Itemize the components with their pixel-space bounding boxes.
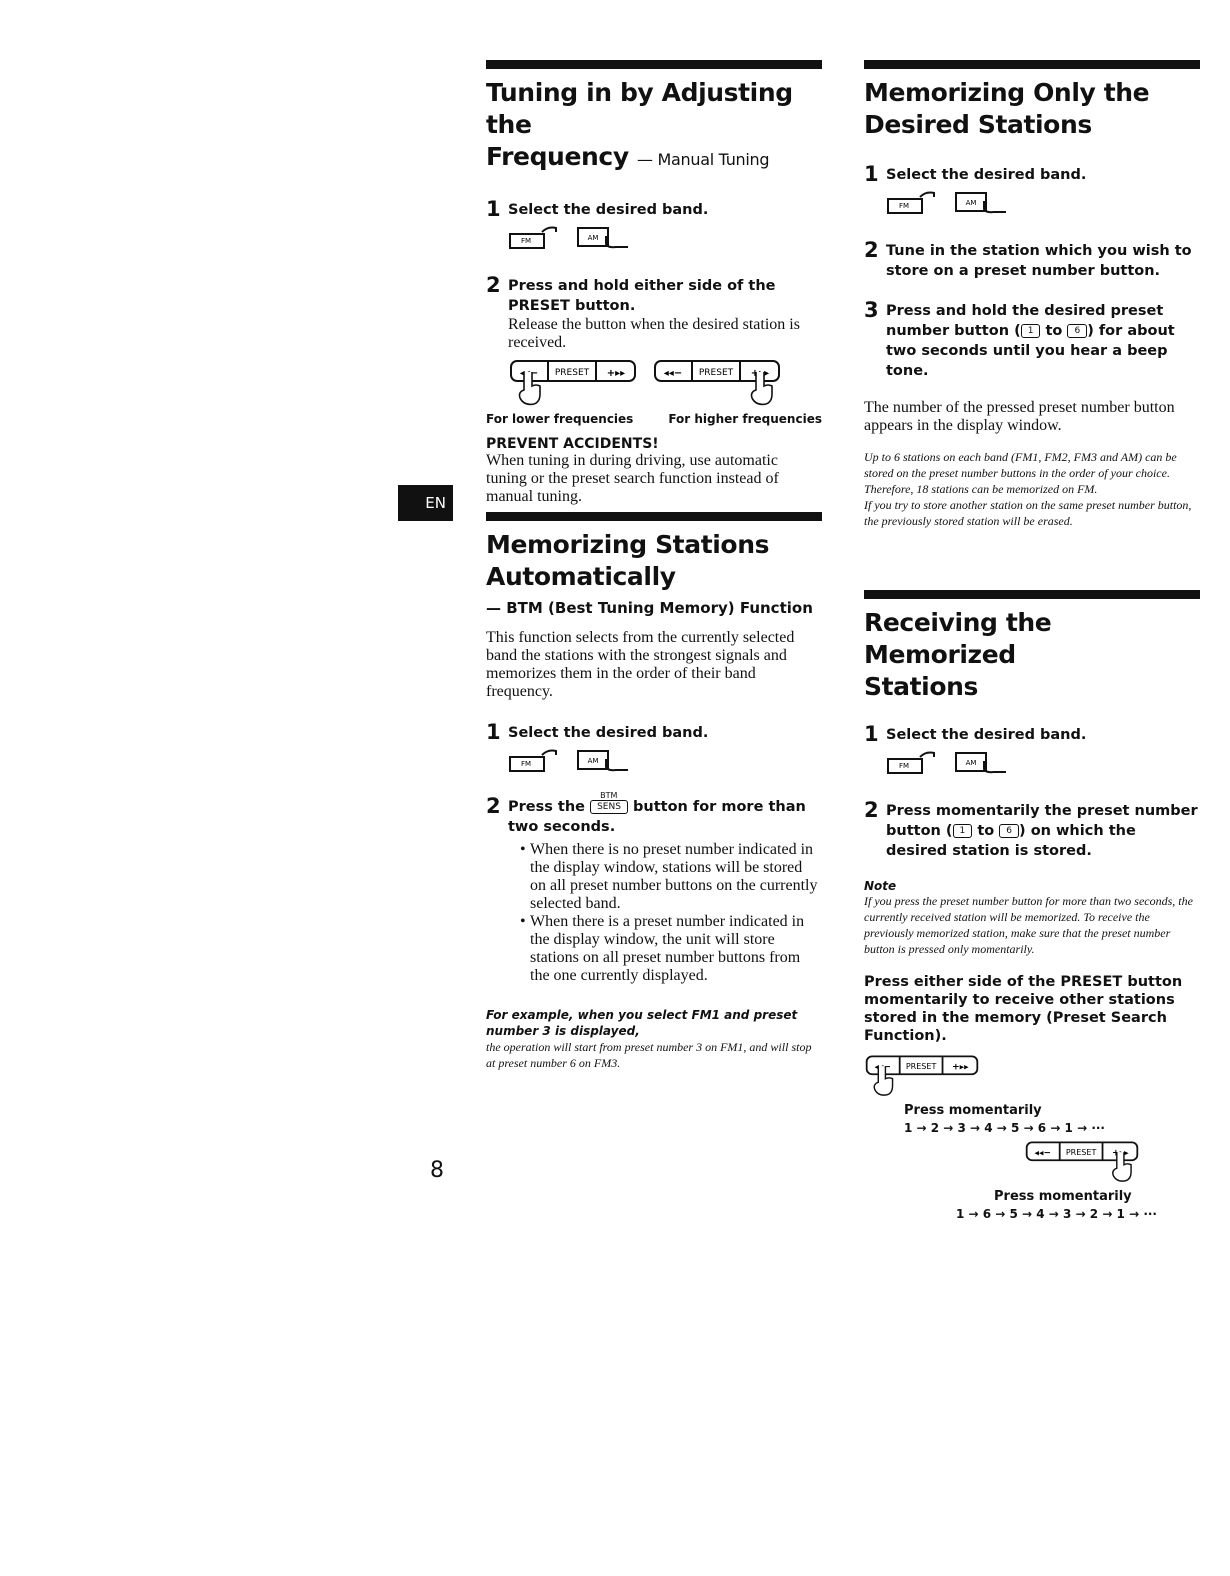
section-subtitle: — BTM (Best Tuning Memory) Function <box>486 599 813 617</box>
italic-note: If you try to store another station on the same preset number button, the previously stored station will be erased. <box>864 498 1192 528</box>
bullet-item: • When there is no preset number indicated in the display window, stations will be stored on all preset number buttons on the currently selected band. <box>520 841 822 913</box>
step-number: 1 <box>486 197 501 221</box>
title-line-1: Tuning in by Adjusting the <box>486 78 793 139</box>
btm-label: BTM <box>600 791 618 800</box>
step-text: Press and hold the desired preset number button ( 1 to 6 ) for about two seconds until you hear a beep tone. <box>886 303 1175 379</box>
step-1 <box>486 197 822 250</box>
step-2 <box>486 273 822 408</box>
step-3 <box>864 298 1200 381</box>
preset-left-press-icon <box>864 1053 980 1099</box>
frequency-captions <box>486 412 822 426</box>
title-line-2: Automatically <box>486 562 676 591</box>
section-title <box>864 77 1200 141</box>
band-buttons-icon <box>886 189 1200 215</box>
warning-body: When tuning in during driving, use automatic tuning or the preset search function instead of manual tuning. <box>486 452 779 505</box>
title-line-1: Memorizing Stations <box>486 530 770 559</box>
step-1 <box>864 722 1200 775</box>
right-column <box>864 60 1200 1221</box>
example-heading: For example, when you select FM1 and preset number 3 is displayed, <box>486 1008 798 1038</box>
lower-caption: For lower frequencies <box>486 412 634 426</box>
higher-caption: For higher frequencies <box>668 412 822 426</box>
step-number: 1 <box>864 722 879 746</box>
warning-title: PREVENT ACCIDENTS! <box>486 436 659 452</box>
sens-label: SENS <box>590 800 628 814</box>
sens-btm-button-icon <box>590 791 628 817</box>
example-body: the operation will start from preset number 3 on FM1, and will stop at preset number 6 on FM3. <box>486 1040 812 1070</box>
step-1 <box>486 720 822 773</box>
press-caption: Press momentarily <box>904 1103 1042 1118</box>
preset-left-press-icon <box>508 358 638 408</box>
page-number: 8 <box>430 1158 444 1183</box>
section-btm <box>486 512 822 1071</box>
section-rule <box>486 60 822 69</box>
preset-search-illustration <box>864 1053 1200 1223</box>
section-rule <box>864 60 1200 69</box>
section-title <box>486 529 822 593</box>
warning-block <box>486 436 822 506</box>
step-number: 1 <box>486 720 501 744</box>
step-text: Select the desired band. <box>886 167 1087 183</box>
step-2 <box>864 238 1200 281</box>
band-buttons-icon <box>886 749 1200 775</box>
step-text: Select the desired band. <box>508 725 709 741</box>
section-title <box>864 607 1200 703</box>
band-buttons-icon <box>508 747 822 773</box>
language-badge: EN <box>398 485 453 521</box>
section-rule <box>486 512 822 521</box>
section-rule <box>864 590 1200 599</box>
step-number: 3 <box>864 298 879 322</box>
step-2 <box>864 798 1200 861</box>
note-body: If you press the preset number button for more than two seconds, the currently received station will be memorized. To receive the previously memorized station, make sure that the preset number button is pressed only momentarily. <box>864 894 1193 956</box>
step-number: 2 <box>486 273 501 297</box>
preset-search-instruction: Press either side of the PRESET button momentarily to receive other stations stored in the memory (Preset Search Function). <box>864 974 1183 1044</box>
preset-right-press-icon <box>652 358 782 408</box>
section-memorize-desired <box>864 60 1200 529</box>
step-text: Press momentarily the preset number button ( 1 to 6 ) on which the desired station is stored. <box>886 803 1198 859</box>
step-text: Press the BTM SENS button for more than two seconds. <box>508 797 822 837</box>
step-text: Select the desired band. <box>886 727 1087 743</box>
title-line-2: Stations <box>864 672 978 701</box>
step-number: 1 <box>864 162 879 186</box>
bullet-list <box>508 841 822 985</box>
step-text: Tune in the station which you wish to store on a preset number button. <box>886 243 1192 279</box>
title-subtitle: — Manual Tuning <box>637 150 770 169</box>
preset-right-press-icon <box>1024 1139 1140 1185</box>
step-number: 2 <box>486 794 501 818</box>
preset-buttons-illustration <box>508 358 822 408</box>
section-receive-memorized <box>864 590 1200 1223</box>
step-text: Press and hold either side of the PRESET button. <box>508 278 776 314</box>
band-buttons-icon <box>508 224 822 250</box>
note-block <box>864 879 1200 957</box>
preset-6-button-icon: 6 <box>999 824 1019 838</box>
italic-note: Up to 6 stations on each band (FM1, FM2, FM3 and AM) can be stored on the preset number buttons in the order of your choice. Therefore, 18 stations can be memorized on FM. <box>864 450 1177 496</box>
bullet-item: • When there is a preset number indicated in the display window, the unit will store stations on all preset number buttons from the one currently displayed. <box>520 913 822 985</box>
example-block <box>486 1007 822 1071</box>
step-body: Release the button when the desired station is received. <box>508 316 800 351</box>
sequence-backward: 1 → 6 → 5 → 4 → 3 → 2 → 1 → ··· <box>956 1207 1157 1221</box>
title-line-2: Frequency <box>486 142 629 171</box>
left-column <box>486 60 822 1070</box>
section-title <box>486 77 822 176</box>
title-line-2: Desired Stations <box>864 110 1092 139</box>
section-manual-tuning <box>486 60 822 506</box>
section-intro: This function selects from the currently selected band the stations with the strongest signals and memorizes them in the order of their band frequency. <box>486 629 795 700</box>
preset-6-button-icon: 6 <box>1067 324 1087 338</box>
note-label: Note <box>864 879 897 893</box>
sequence-forward: 1 → 2 → 3 → 4 → 5 → 6 → 1 → ··· <box>904 1121 1105 1135</box>
title-line-1: Receiving the Memorized <box>864 608 1052 669</box>
section-body: The number of the pressed preset number button appears in the display window. <box>864 399 1175 434</box>
step-1 <box>864 162 1200 215</box>
preset-1-button-icon: 1 <box>1021 324 1041 338</box>
preset-1-button-icon: 1 <box>953 824 973 838</box>
press-caption: Press momentarily <box>994 1189 1132 1204</box>
step-number: 2 <box>864 238 879 262</box>
step-text: Select the desired band. <box>508 202 709 218</box>
title-line-1: Memorizing Only the <box>864 78 1150 107</box>
step-number: 2 <box>864 798 879 822</box>
step-2 <box>486 791 822 985</box>
